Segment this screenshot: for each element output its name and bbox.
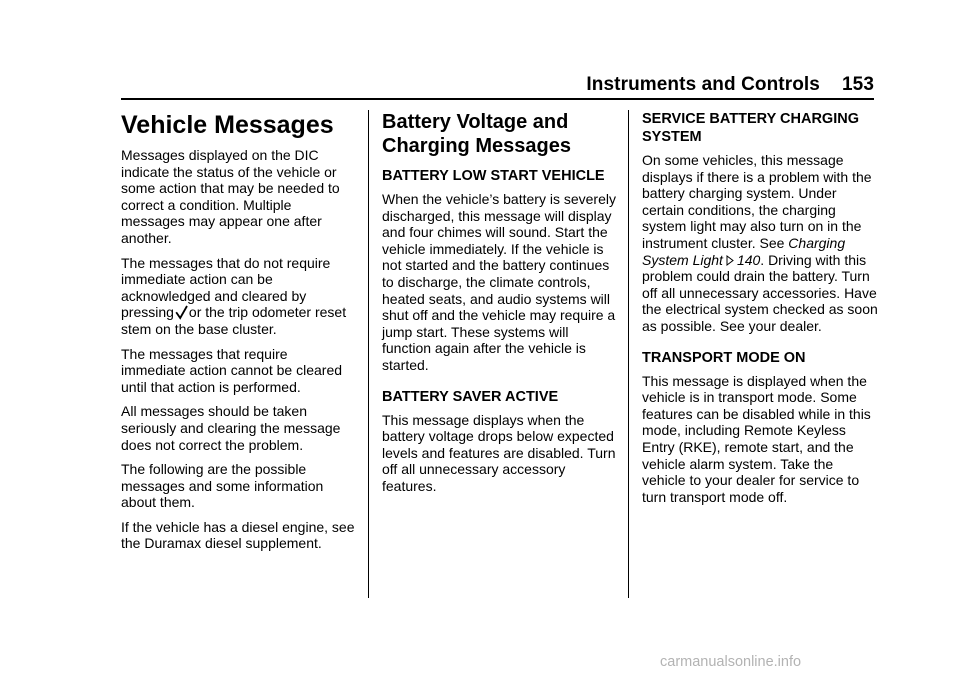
- paragraph-text: . Driving with this problem could drain the battery. Turn off all unnecessary accessories. Have the electrical system checked as soon as possible. See your dealer.: [642, 251, 878, 334]
- paragraph-diesel-engine: If the vehicle has a diesel engine, see the Duramax diesel supplement.: [121, 518, 355, 552]
- page-number: 153: [841, 74, 874, 95]
- checkmark-icon: [175, 304, 188, 320]
- section-title-battery: Battery Voltage and Charging Messages: [382, 111, 571, 157]
- column-1: [121, 110, 355, 560]
- paragraph-dic-messages: Messages displayed on the DIC indicate the status of the vehicle or some action that may be needed to correct a condition. Multiple messages may appear one after another.: [121, 147, 340, 246]
- paragraph-immediate-action: The messages that require immediate action cannot be cleared until that action is performed.: [121, 345, 343, 395]
- paragraph-battery-saver: This message displays when the battery voltage drops below expected levels and features are disabled. Turn off all unnecessary accessory features.: [382, 411, 616, 494]
- paragraph-transport-mode: This message is displayed when the vehicle is in transport mode. Some features can be disabled while in this mode, including Remote Keyless Entry (RKE), remote start, and the vehicle alarm system. Take the vehicle to your dealer for service to turn transport mode off.: [642, 372, 871, 505]
- running-header: [586, 74, 874, 96]
- paragraph-service-battery: [642, 152, 878, 335]
- column-divider-1: [368, 110, 369, 598]
- message-title-transport-mode: TRANSPORT MODE ON: [642, 349, 806, 366]
- header-section-title: Instruments and Controls: [586, 74, 820, 95]
- cross-reference-page[interactable]: 140: [736, 251, 761, 268]
- paragraph-text: On some vehicles, this message displays if there is a problem with the battery charging system. Under certain conditions, the charging system light may also turn on in the instrument cluster. See: [642, 152, 872, 251]
- cross-reference-link[interactable]: Charging System Light: [642, 234, 846, 268]
- message-title-battery-saver: BATTERY SAVER ACTIVE: [382, 388, 559, 405]
- paragraph-text: The messages that do not require immediate action can be acknowledged and cleared by pressing: [121, 254, 331, 321]
- paragraph-text: or the trip odometer reset stem on the base cluster.: [121, 304, 347, 337]
- watermark: carmanualsonline.info: [660, 654, 802, 670]
- column-divider-2: [628, 110, 629, 598]
- page-reference-icon: [725, 253, 735, 264]
- message-title-battery-low: BATTERY LOW START VEHICLE: [382, 168, 605, 184]
- paragraph-possible-messages: The following are the possible messages and some information about them.: [121, 461, 324, 511]
- page-title: Vehicle Messages: [121, 111, 334, 139]
- header-rule: [121, 98, 874, 100]
- paragraph-take-seriously: All messages should be taken seriously and clearing the message does not correct the problem.: [121, 403, 341, 453]
- column-2: [382, 110, 618, 503]
- paragraph-battery-low: When the vehicle’s battery is severely discharged, this message will display and four chimes will sound. Start the vehicle immediately. If the vehicle is not started and the battery continues to discharge, the climate controls, heated seats, and audio systems will shut off and the vehicle may require a jump start. These systems will function again after the vehicle is started.: [382, 191, 616, 373]
- column-3: [642, 110, 878, 513]
- message-title-service-battery: SERVICE BATTERY CHARGING SYSTEM: [642, 111, 859, 145]
- paragraph-acknowledge-messages: [121, 255, 355, 338]
